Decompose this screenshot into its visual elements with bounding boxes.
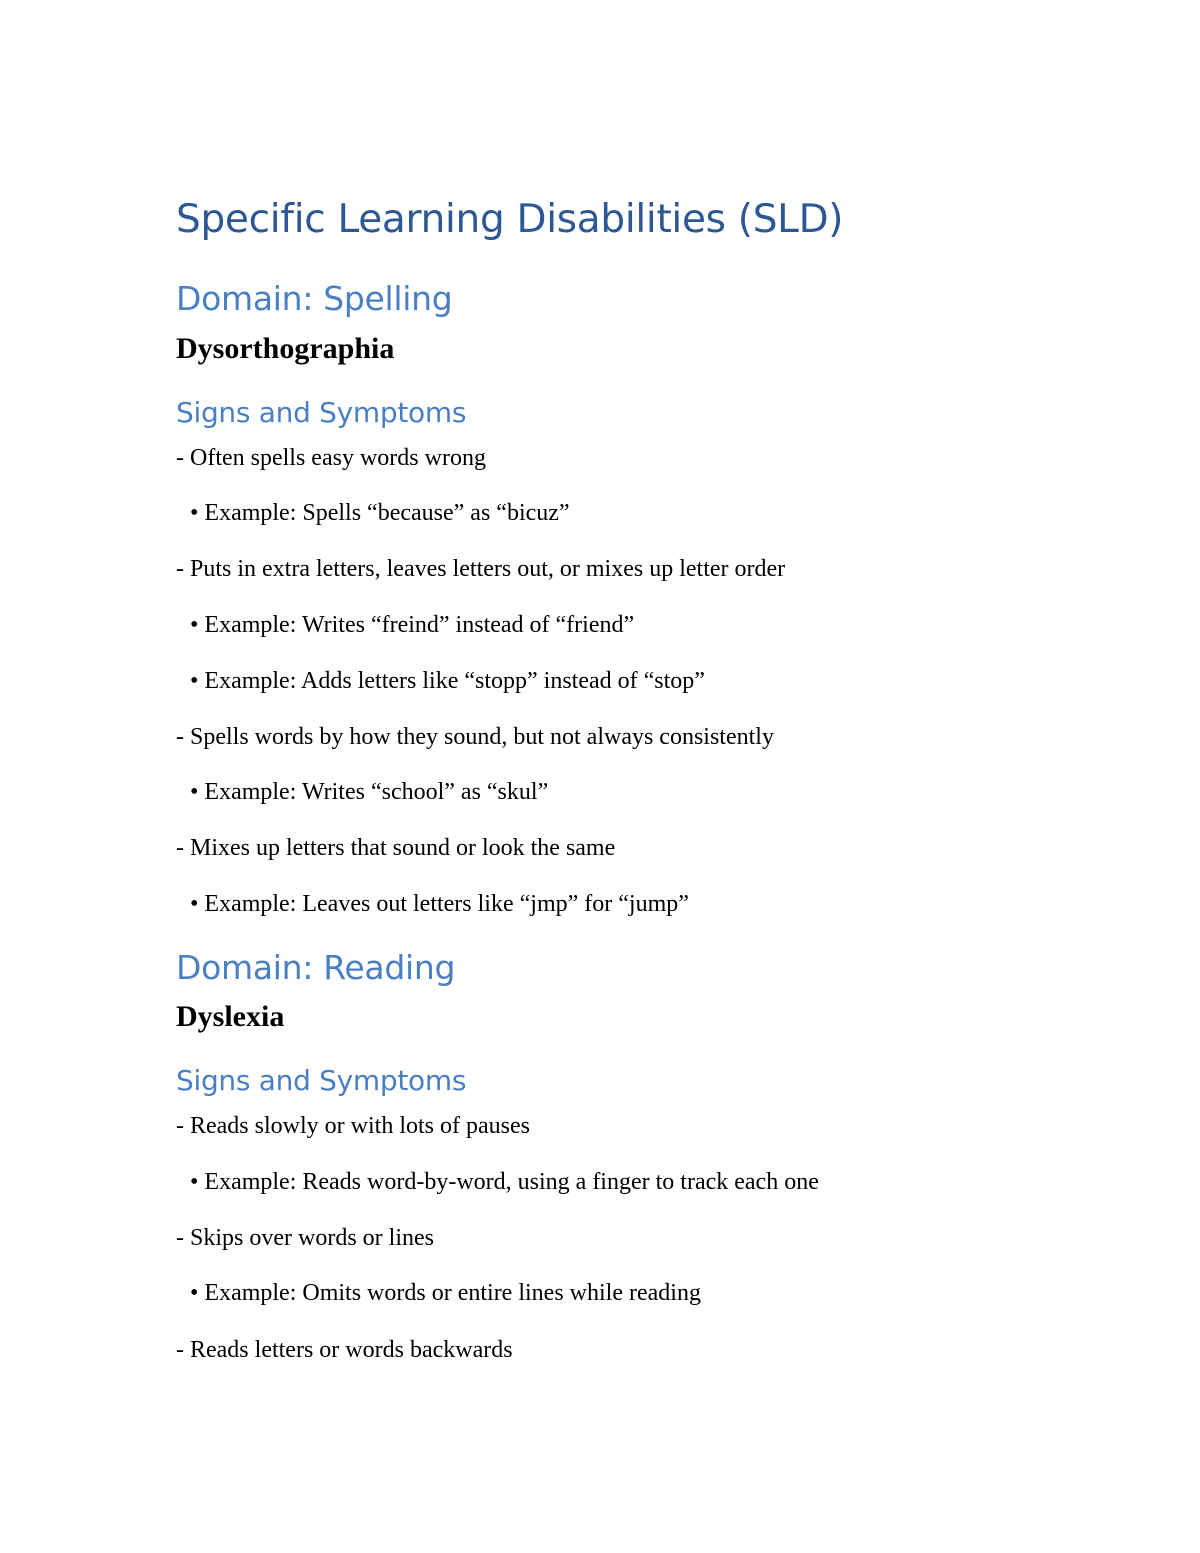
symptom-example: • Example: Writes “school” as “skul”: [190, 779, 549, 805]
term-dysorthographia: Dysorthographia: [176, 332, 395, 365]
symptom-example: • Example: Writes “freind” instead of “friend”: [190, 612, 635, 638]
domain-heading-reading: Domain: Reading: [176, 948, 456, 987]
symptom-item: - Skips over words or lines: [176, 1225, 434, 1251]
symptom-item: - Reads letters or words backwards: [176, 1337, 513, 1363]
symptom-item: - Spells words by how they sound, but not always consistently: [176, 724, 774, 750]
page-title: Specific Learning Disabilities (SLD): [176, 197, 844, 242]
term-dyslexia: Dyslexia: [176, 1000, 285, 1033]
symptom-item: - Reads slowly or with lots of pauses: [176, 1113, 530, 1139]
symptom-item: - Mixes up letters that sound or look the same: [176, 835, 616, 861]
symptom-example: • Example: Leaves out letters like “jmp” for “jump”: [190, 891, 689, 917]
signs-heading-spelling: Signs and Symptoms: [176, 396, 467, 429]
symptom-item: - Puts in extra letters, leaves letters out, or mixes up letter order: [176, 556, 786, 582]
domain-heading-spelling: Domain: Spelling: [176, 279, 453, 318]
symptom-example: • Example: Omits words or entire lines while reading: [190, 1280, 701, 1306]
signs-heading-reading: Signs and Symptoms: [176, 1064, 467, 1097]
symptom-example: • Example: Spells “because” as “bicuz”: [190, 500, 570, 526]
symptom-example: • Example: Adds letters like “stopp” instead of “stop”: [190, 668, 705, 694]
symptom-item: - Often spells easy words wrong: [176, 445, 486, 471]
symptom-example: • Example: Reads word-by-word, using a finger to track each one: [190, 1169, 819, 1195]
